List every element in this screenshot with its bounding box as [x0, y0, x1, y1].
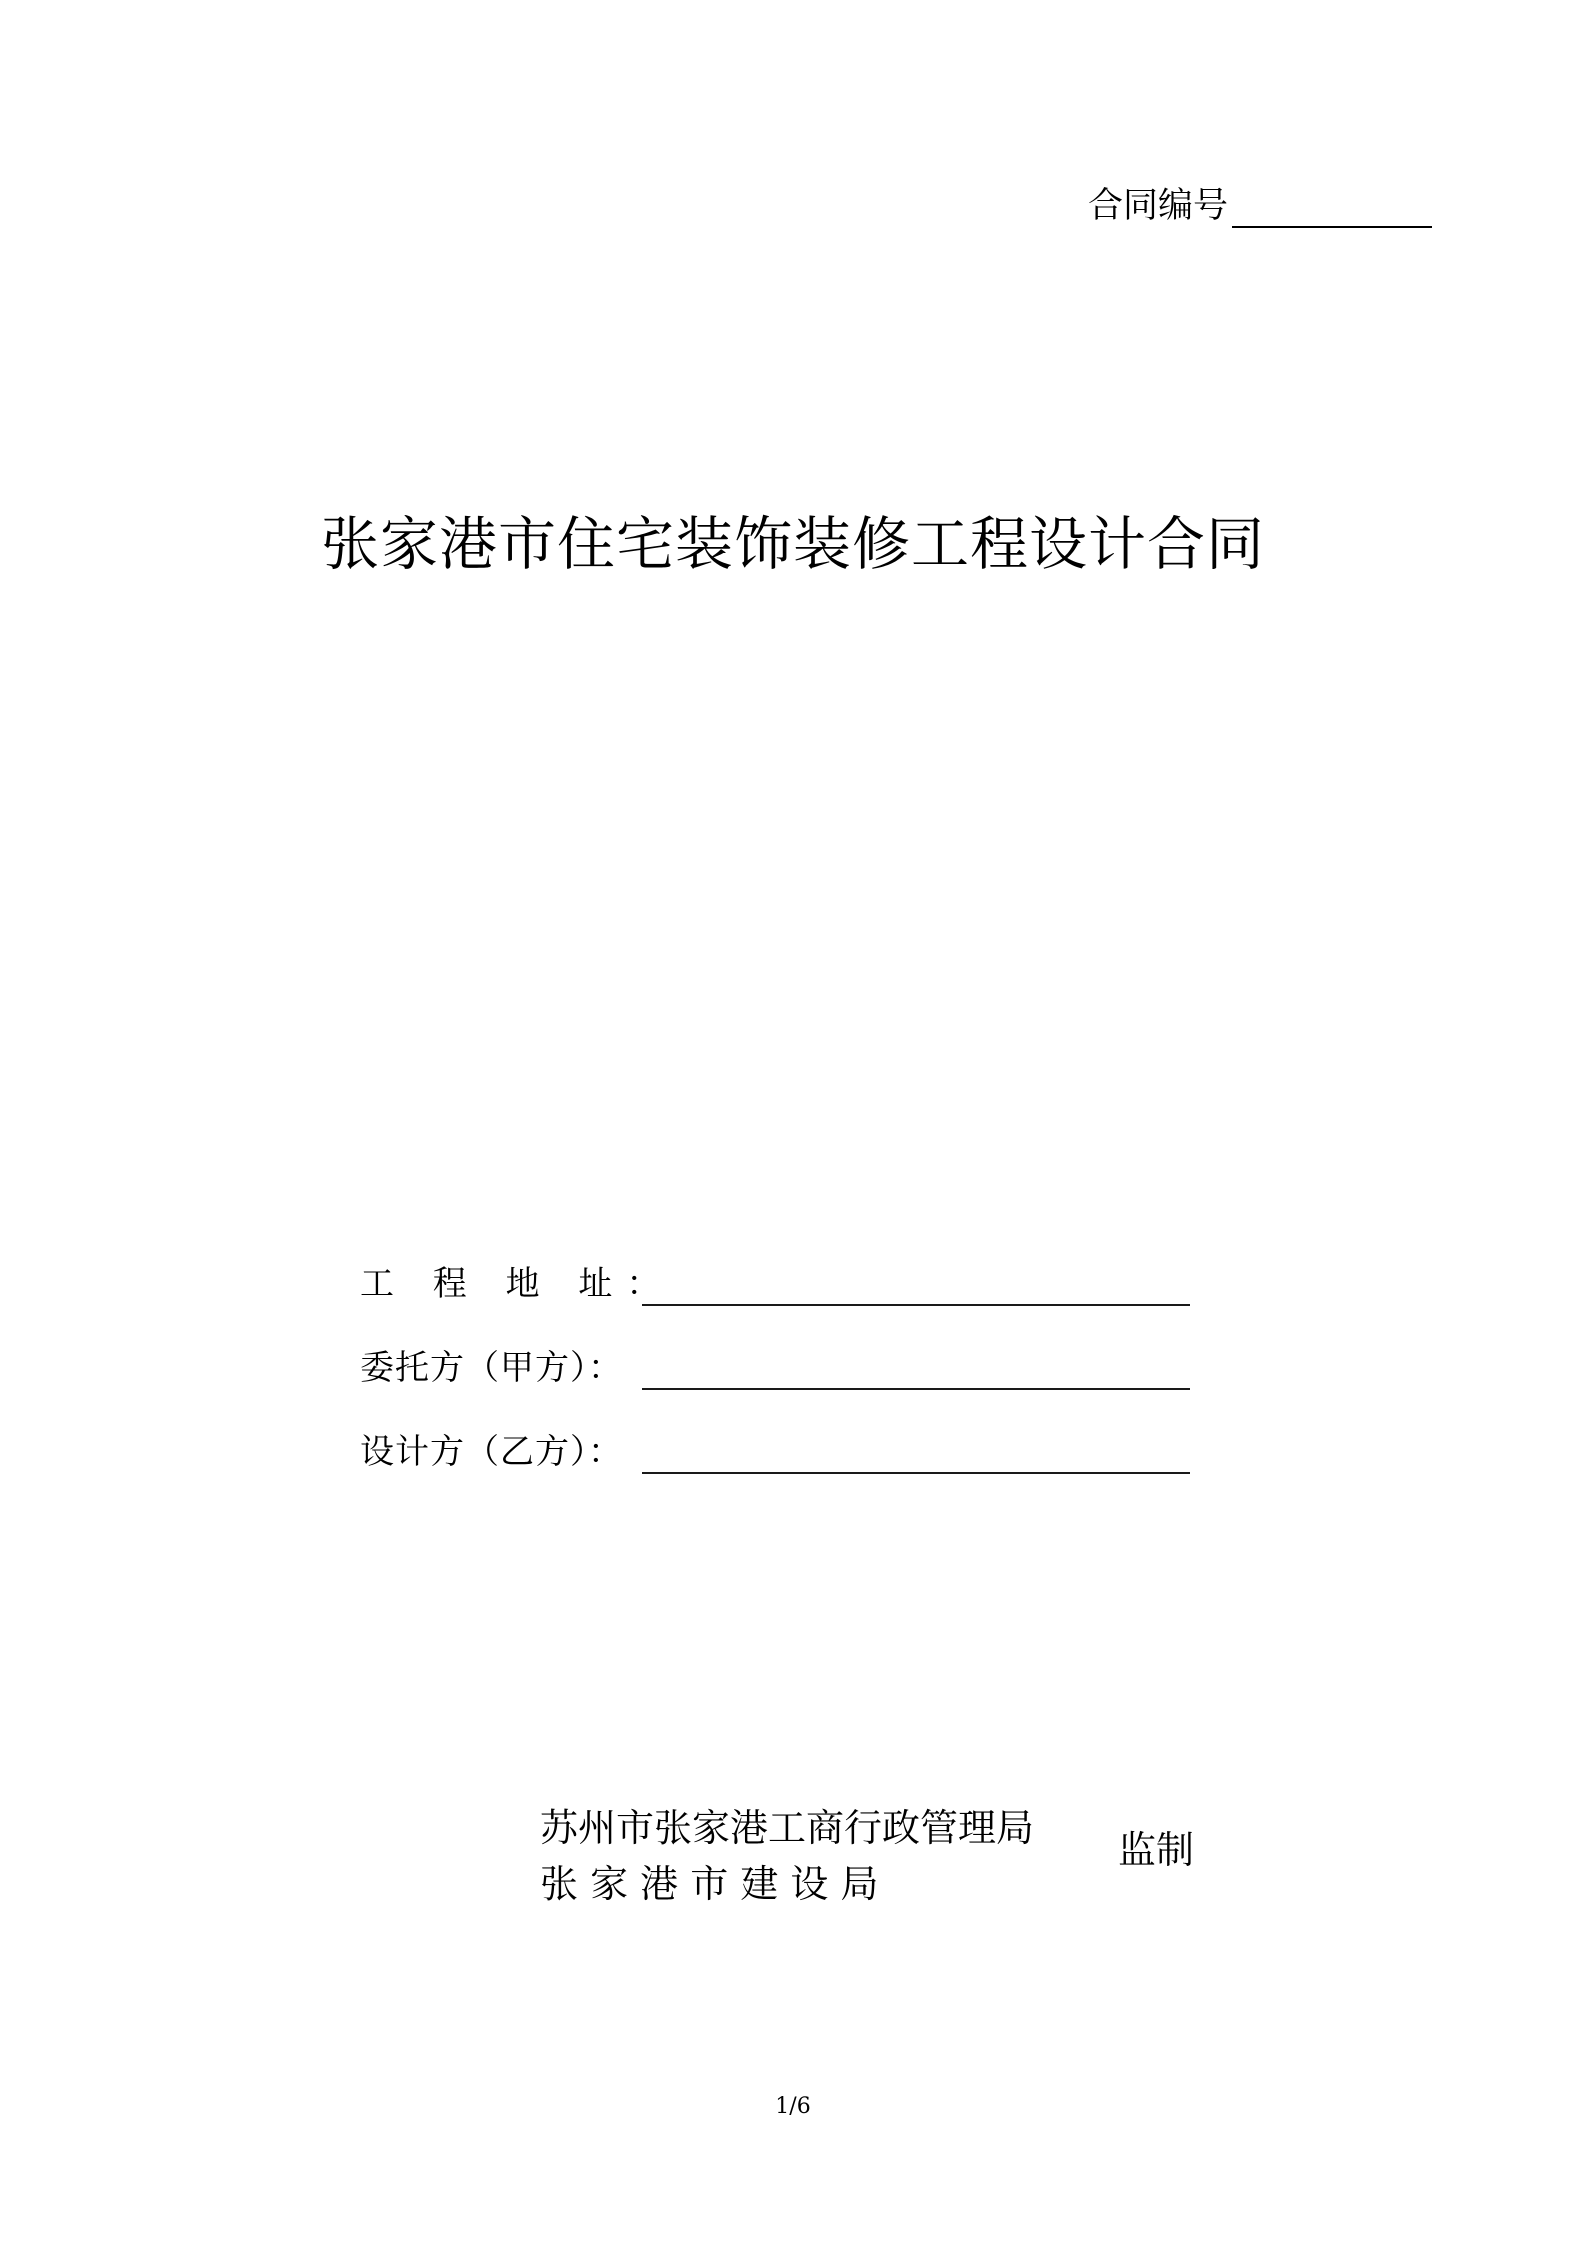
contract-number	[1088, 184, 1432, 228]
field-label: 委托方（甲方）：	[360, 1348, 623, 1388]
field-project-address	[360, 1222, 1200, 1306]
document-title: 张家港市住宅装饰装修工程设计合同	[320, 510, 1265, 578]
supervising-authorities	[540, 1800, 1100, 1912]
page-number: 1/6	[775, 2094, 811, 2119]
authority-1: 苏州市张家港工商行政管理局	[540, 1806, 1035, 1850]
authority-2: 张 家 港 市 建 设 局	[540, 1862, 879, 1906]
field-blank[interactable]	[642, 1266, 1190, 1306]
supervise-tag: 监制	[1118, 1828, 1195, 1872]
field-client	[360, 1306, 1200, 1390]
field-label: 工 程 地 址：	[360, 1264, 675, 1304]
fields-block	[360, 1222, 1200, 1474]
field-blank[interactable]	[642, 1350, 1190, 1390]
field-blank[interactable]	[642, 1434, 1190, 1474]
field-label: 设计方（乙方）：	[360, 1432, 623, 1472]
field-designer	[360, 1390, 1200, 1474]
contract-number-label: 合同编号	[1088, 186, 1229, 226]
contract-number-blank[interactable]	[1232, 188, 1432, 228]
